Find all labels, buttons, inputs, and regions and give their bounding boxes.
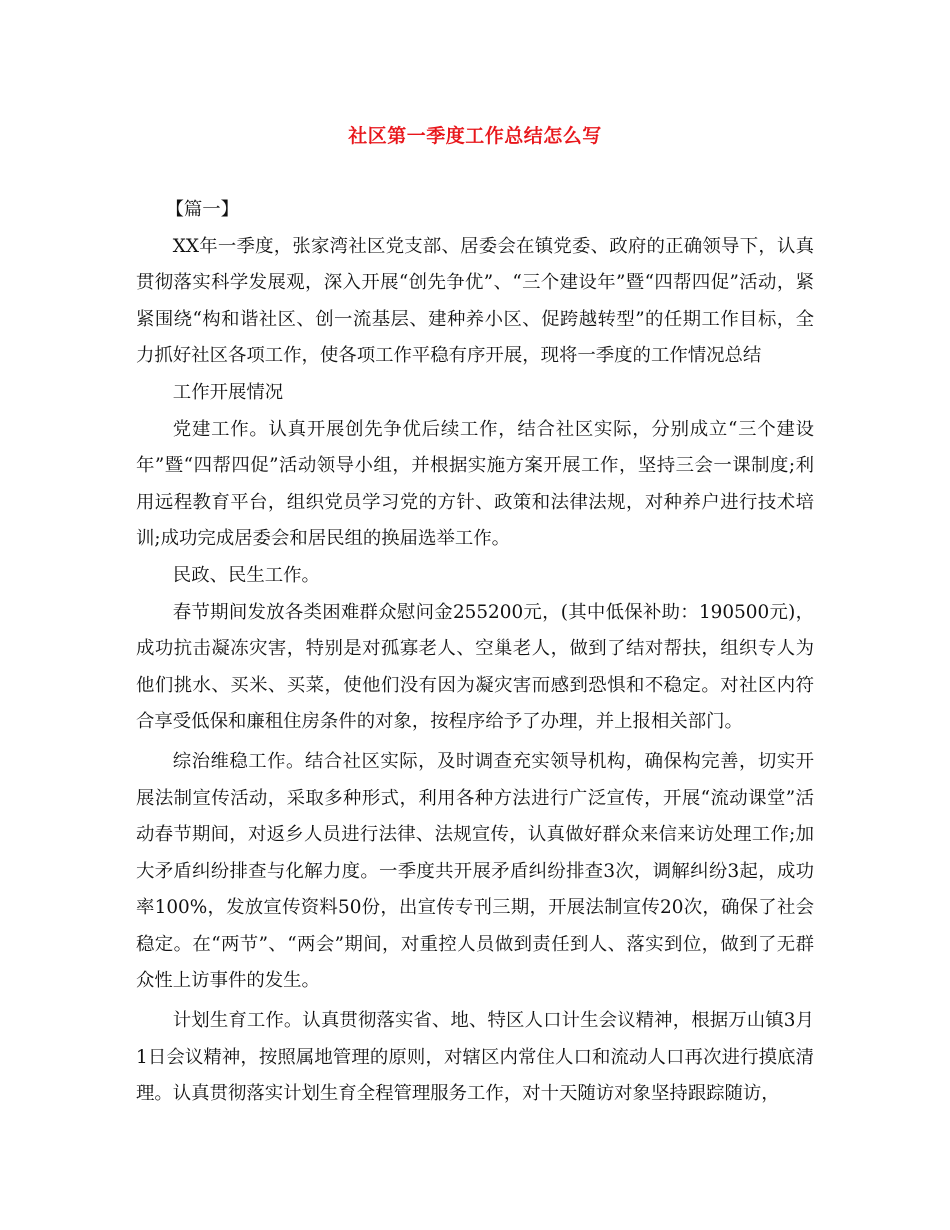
paragraph-intro: XX年一季度，张家湾社区党支部、居委会在镇党委、政府的正确领导下，认真贯彻落实科学发展观，深入开展“创先争优”、“三个建设年”暨“四帮四促”活动，紧紧围绕“构和谐社区、创一流基层、建种养小区、促跨越转型”的任期工作目标，全力抓好社区各项工作，使各项工作平稳有序开展，现将一季度的工作情况总结 (136, 235, 814, 367)
section-tag: 【篇一】 (165, 199, 240, 220)
paragraph-civil-affairs-heading: 民政、民生工作。 (172, 564, 320, 586)
paragraph-section-heading: 工作开展情况 (172, 381, 284, 403)
paragraph-party-building: 党建工作。认真开展创先争优后续工作，结合社区实际，分别成立“三个建设年”暨“四帮四促”活动领导小组，并根据实施方案开展工作，坚持三会一课制度;利用远程教育平台，组织党员学习党的方针、政策和法律法规，对种养户进行技术培训;成功完成居委会和居民组的换届选举工作。 (136, 418, 814, 550)
paragraph-family-planning: 计划生育工作。认真贯彻落实省、地、特区人口计生会议精神，根据万山镇3月1日会议精神，按照属地管理的原则，对辖区内常住人口和流动人口再次进行摸底清理。认真贯彻落实计划生育全程管理服务工作，对十天随访对象坚持跟踪随访， (136, 1010, 814, 1105)
document-body (136, 192, 814, 1113)
paragraph-civil-affairs: 春节期间发放各类困难群众慰问金255200元，(其中低保补助：190500元)，成功抗击凝冻灾害，特别是对孤寡老人、空巢老人，做到了结对帮扶，组织专人为他们挑水、买米、买菜，使他们没有因为凝灾害而感到恐惧和不稳定。对社区内符合享受低保和廉租住房条件的对象，按程序给予了办理，并上报相关部门。 (136, 601, 814, 733)
document-title: 社区第一季度工作总结怎么写 (348, 125, 602, 147)
paragraph-stability: 综治维稳工作。结合社区实际，及时调查充实领导机构，确保构完善，切实开展法制宣传活动，采取多种形式，利用各种方法进行广泛宣传，开展“流动课堂”活动春节期间，对返乡人员进行法律、法规宣传，认真做好群众来信来访处理工作;加大矛盾纠纷排查与化解力度。一季度共开展矛盾纠纷排查3次，调解纠纷3起，成功率100%，发放宣传资料50份，出宣传专刊三期，开展法制宣传20次，确保了社会稳定。在“两节”、“两会”期间，对重控人员做到责任到人、落实到位，做到了无群众性上访事件的发生。 (136, 750, 814, 992)
